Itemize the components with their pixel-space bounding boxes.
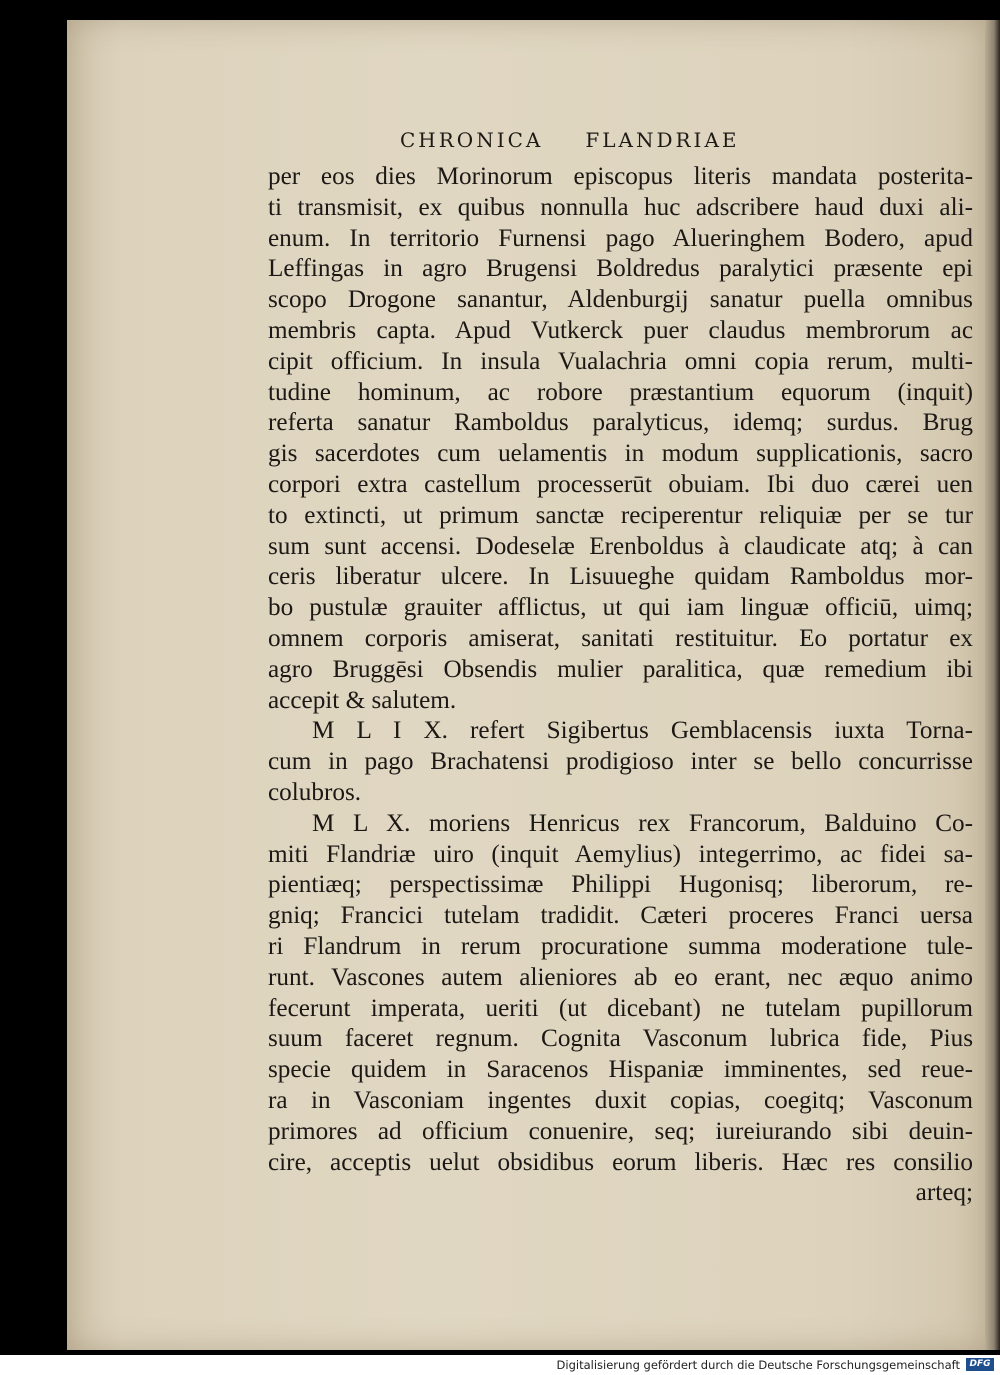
running-head bbox=[400, 128, 830, 152]
text-line: referta sanatur Ramboldus paralyticus, idemq; surdus. Brug bbox=[268, 409, 973, 437]
text-line: miti Flandriæ uiro (inquit Aemylius) integerrimo, ac fidei sa- bbox=[268, 840, 973, 868]
text-line: cum in pago Brachatensi prodigioso inter se bello concurrisse bbox=[268, 748, 973, 776]
text-line: per eos dies Morinorum episcopus literis mandata posterita- bbox=[268, 163, 973, 190]
text-line: M L I X. refert Sigibertus Gemblacensis iuxta Torna- bbox=[312, 717, 973, 745]
page-edge bbox=[985, 20, 1000, 1350]
text-line: suum faceret regnum. Cognita Vasconum lubrica fide, Pius bbox=[268, 1025, 973, 1053]
text-line: ra in Vasconiam ingentes duxit copias, coegitq; Vasconum bbox=[268, 1086, 973, 1114]
text-line: primores ad officium conuenire, seq; iureiurando sibi deuin- bbox=[268, 1117, 973, 1145]
text-line: membris capta. Apud Vutkerck puer claudus membrorum ac bbox=[268, 316, 973, 344]
funding-credit: Digitalisierung gefördert durch die Deutsche Forschungsgemeinschaft bbox=[556, 1358, 960, 1372]
footer-bar bbox=[0, 1355, 1000, 1375]
text-line: bo pustulæ grauiter afflictus, ut qui iam linguæ officiū, uimq; bbox=[268, 594, 973, 622]
text-line: cipit officium. In insula Vualachria omni copia rerum, multi- bbox=[268, 347, 973, 375]
text-line: fecerunt imperata, ueriti (ut dicebant) ne tutelam pupillorum bbox=[268, 994, 973, 1022]
text-line: enum. In territorio Furnensi pago Alueringhem Bodero, apud bbox=[268, 224, 973, 252]
text-line: M L X. moriens Henricus rex Francorum, Balduino Co- bbox=[312, 809, 973, 837]
text-line: gis sacerdotes cum uelamentis in modum supplicationis, sacro bbox=[268, 440, 973, 468]
text-line: runt. Vascones autem alieniores ab eo erant, nec æquo animo bbox=[268, 963, 973, 991]
text-line: gniq; Francici tutelam tradidit. Cæteri proceres Franci uersa bbox=[268, 902, 973, 930]
text-line: accepit & salutem. bbox=[268, 686, 457, 714]
text-line: ri Flandrum in rerum procuratione summa moderatione tule- bbox=[268, 932, 973, 960]
text-line: corpori extra castellum processerūt obuiam. Ibi duo cærei uen bbox=[268, 470, 973, 498]
text-line: pientiæq; perspectissimæ Philippi Hugonisq; liberorum, re- bbox=[268, 871, 973, 899]
catchword: arteq; bbox=[915, 1179, 973, 1207]
text-line: ti transmisit, ex quibus nonnulla huc adscribere haud duxi ali- bbox=[268, 193, 973, 221]
text-line: to extincti, ut primum sanctæ reciperentur reliquiæ per se tur bbox=[268, 501, 973, 529]
text-line: sum sunt accensi. Dodeselæ Erenboldus à claudicate atq; à can bbox=[268, 532, 973, 560]
text-line: omnem corporis amiserat, sanitati restituitur. Eo portatur ex bbox=[268, 624, 973, 652]
running-head-word-1: CHRONICA bbox=[400, 128, 544, 152]
text-line: scopo Drogone sanantur, Aldenburgij sanatur puella omnibus bbox=[268, 286, 973, 314]
text-line: specie quidem in Saracenos Hispaniæ imminentes, sed reue- bbox=[268, 1056, 973, 1084]
text-line: cire, acceptis uelut obsidibus eorum liberis. Hæc res consilio bbox=[268, 1148, 973, 1176]
text-line: colubros. bbox=[268, 778, 362, 806]
text-line: tudine hominum, ac robore præstantium equorum (inquit) bbox=[268, 378, 973, 406]
text-line: Leffingas in agro Brugensi Boldredus paralytici præsente epi bbox=[268, 255, 973, 283]
text-line: ceris liberatur ulcere. In Lisuueghe quidam Ramboldus mor- bbox=[268, 563, 973, 591]
text-line: agro Bruggēsi Obsendis mulier paralitica, quæ remedium ibi bbox=[268, 655, 973, 683]
dfg-logo: DFG bbox=[966, 1358, 994, 1371]
body-text bbox=[268, 162, 973, 1209]
running-head-word-2: FLANDRIAE bbox=[585, 128, 740, 152]
